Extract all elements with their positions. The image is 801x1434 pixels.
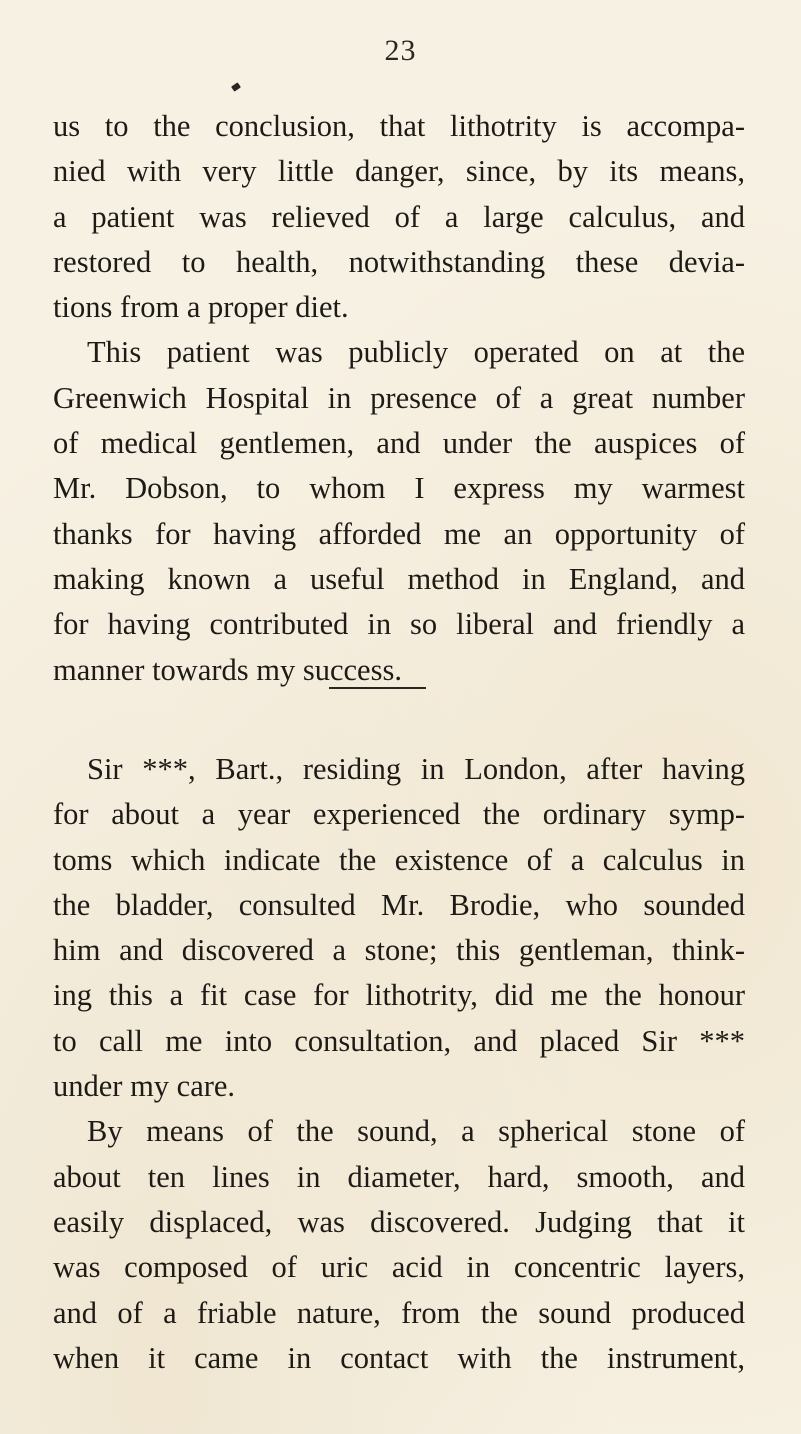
page-number: 23 <box>384 34 417 67</box>
text-line: about ten lines in diameter, hard, smooth, and <box>53 1159 745 1194</box>
text-line: was composed of uric acid in concentric layers, <box>53 1250 745 1285</box>
text-line: thanks for having afforded me an opportunity of <box>53 516 745 551</box>
text-line: when it came in contact with the instrument, <box>53 1340 745 1375</box>
text-line: Greenwich Hospital in presence of a great number <box>53 380 745 415</box>
section-divider <box>329 687 426 689</box>
text-line: a patient was relieved of a large calculus, and <box>53 199 745 234</box>
text-block-lower <box>53 747 745 1381</box>
text-line: Sir ***, Bart., residing in London, after having <box>87 752 745 786</box>
text-line: to call me into consultation, and placed Sir *** <box>53 1023 745 1058</box>
text-line: of medical gentlemen, and under the auspices of <box>53 426 745 461</box>
text-line: making known a useful method in England, and <box>53 561 745 596</box>
text-line: By means of the sound, a spherical stone of <box>87 1114 745 1149</box>
text-line: for having contributed in so liberal and friendly a <box>53 607 745 642</box>
text-line: the bladder, consulted Mr. Brodie, who sounded <box>53 887 745 922</box>
ink-speck <box>231 82 241 92</box>
text-line: him and discovered a stone; this gentleman, think- <box>53 933 745 968</box>
text-line: tions from a proper diet. <box>53 290 349 325</box>
paragraph <box>53 1109 745 1381</box>
paragraph <box>53 330 745 692</box>
text-line: This patient was publicly operated on at the <box>87 335 745 370</box>
text-block-upper <box>53 104 745 693</box>
text-line: easily displaced, was discovered. Judging that it <box>53 1204 745 1239</box>
text-line: toms which indicate the existence of a calculus in <box>53 842 745 877</box>
text-line: Mr. Dobson, to whom I express my warmest <box>53 471 745 506</box>
paragraph <box>53 747 745 1109</box>
text-line: for about a year experienced the ordinary symp- <box>53 797 745 832</box>
text-line: us to the conclusion, that lithotrity is accompa- <box>53 109 745 143</box>
paragraph <box>53 104 745 330</box>
text-line: nied with very little danger, since, by its means, <box>53 154 745 189</box>
text-line: restored to health, notwithstanding these devia- <box>53 244 745 279</box>
text-line: and of a friable nature, from the sound produced <box>53 1295 745 1330</box>
text-line: ing this a fit case for lithotrity, did me the honour <box>53 978 745 1013</box>
text-line: under my care. <box>53 1069 236 1104</box>
text-line: manner towards my success. <box>53 652 402 687</box>
